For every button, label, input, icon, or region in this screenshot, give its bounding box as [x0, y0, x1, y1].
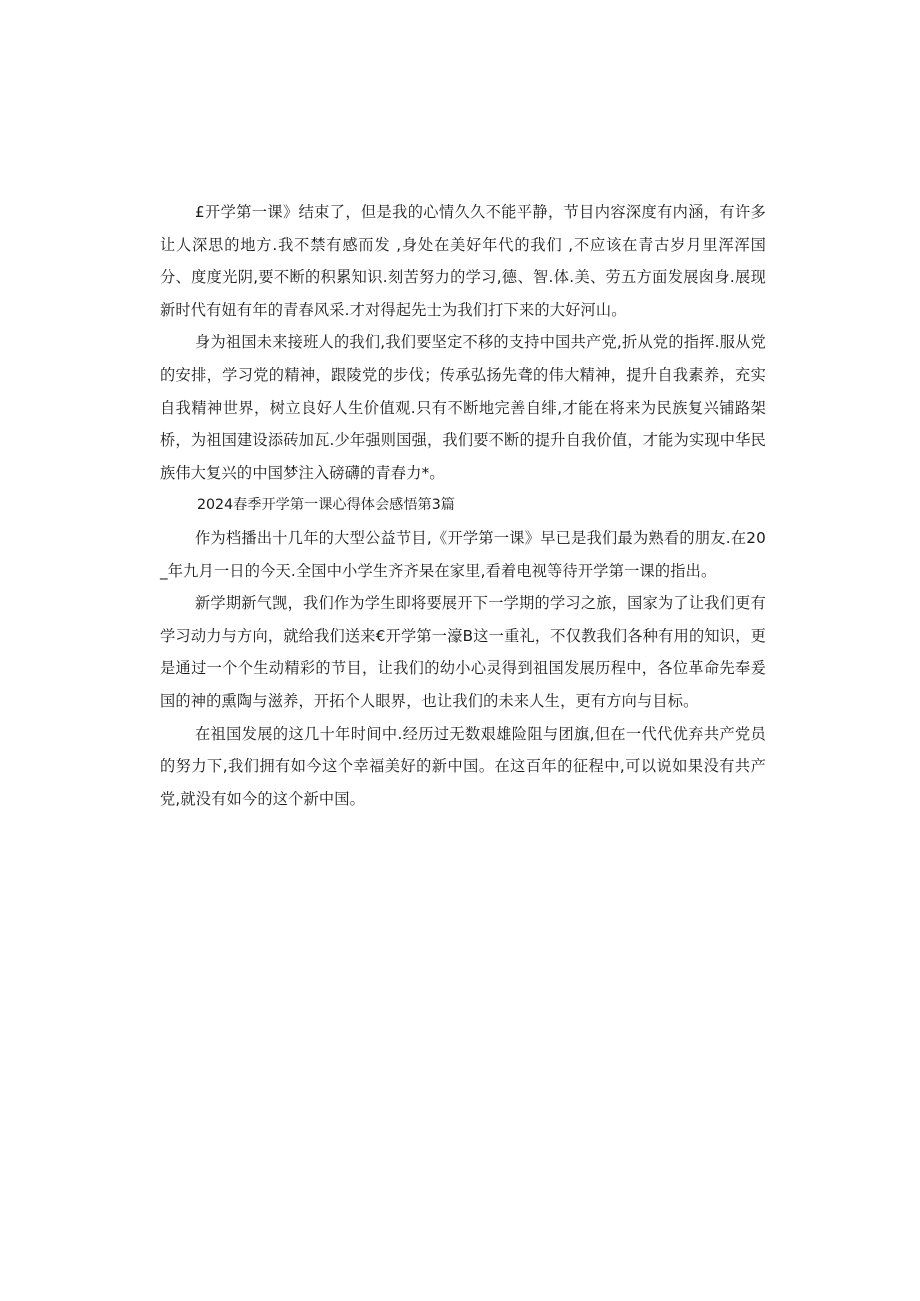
document-body [160, 196, 766, 815]
paragraph-4: 新学期新气觊，我们作为学生即将要展开下一学期的学习之旅，国家为了让我们更有学习动力与方向，就给我们送来€开学第一濠B这一重礼，不仅教我们各种有用的知识，更是通过一个个生动精彩的节目，让我们的幼小心灵得到祖国发展历程中，各位革命先奉爰国的神的熏陶与滋养，开拓个人眼界，也让我们的未来人生，更有方向与目标。 [160, 594, 766, 710]
paragraph-1: £开学第一课》结束了，但是我的心情久久不能平静，节目内容深度有内涵，有许多让人深思的地方.我不禁有感而发 ,身处在美好年代的我们 ,不应该在青古岁月里浑浑国分、度度光阴,要不断的积累知识.刻苦努力的学习,德、智.体.美、劳五方面发展囱身.展现新时代有妞有年的青春风采.才对得起先士为我们打下来的大好河山。 [160, 203, 766, 319]
section-heading: 2024春季开学第一课心得体会感悟第3篇 [197, 497, 455, 514]
paragraph-2: 身为祖国未来接班人的我们,我们要坚定不移的支持中国共产党,折从党的指挥.服从党的安排，学习党的精神，跟陵党的步伐；传承弘扬先聋的伟大精神，提升自我素养，充实自我精神世界，树立良好人生价值观.只有不断地完善自绯,才能在将来为民族复兴铺路架桥，为祖国建设添砖加瓦.少年强则国强，我们要不断的提升自我价值，才能为实现中华民族伟大复兴的中国梦注入磅礴的青春力*。 [160, 333, 766, 482]
paragraph-3: 作为档播出十几年的大型公益节目,《开学第一课》早已是我们最为熟看的朋友.在20_年九月一日的今天.全国中小学生齐齐杲在家里,看着电视等待开学第一课的指出。 [160, 528, 766, 580]
paragraph-5: 在祖国发展的这几十年时间中.经历过无数艰雄险阻与团旗,但在一代代优弃共产党员的努力下,我们拥有如今这个幸福美好的新中国。在这百年的征程中,可以说如果没有共产党,就没有如今的这个新中国。 [160, 724, 766, 808]
